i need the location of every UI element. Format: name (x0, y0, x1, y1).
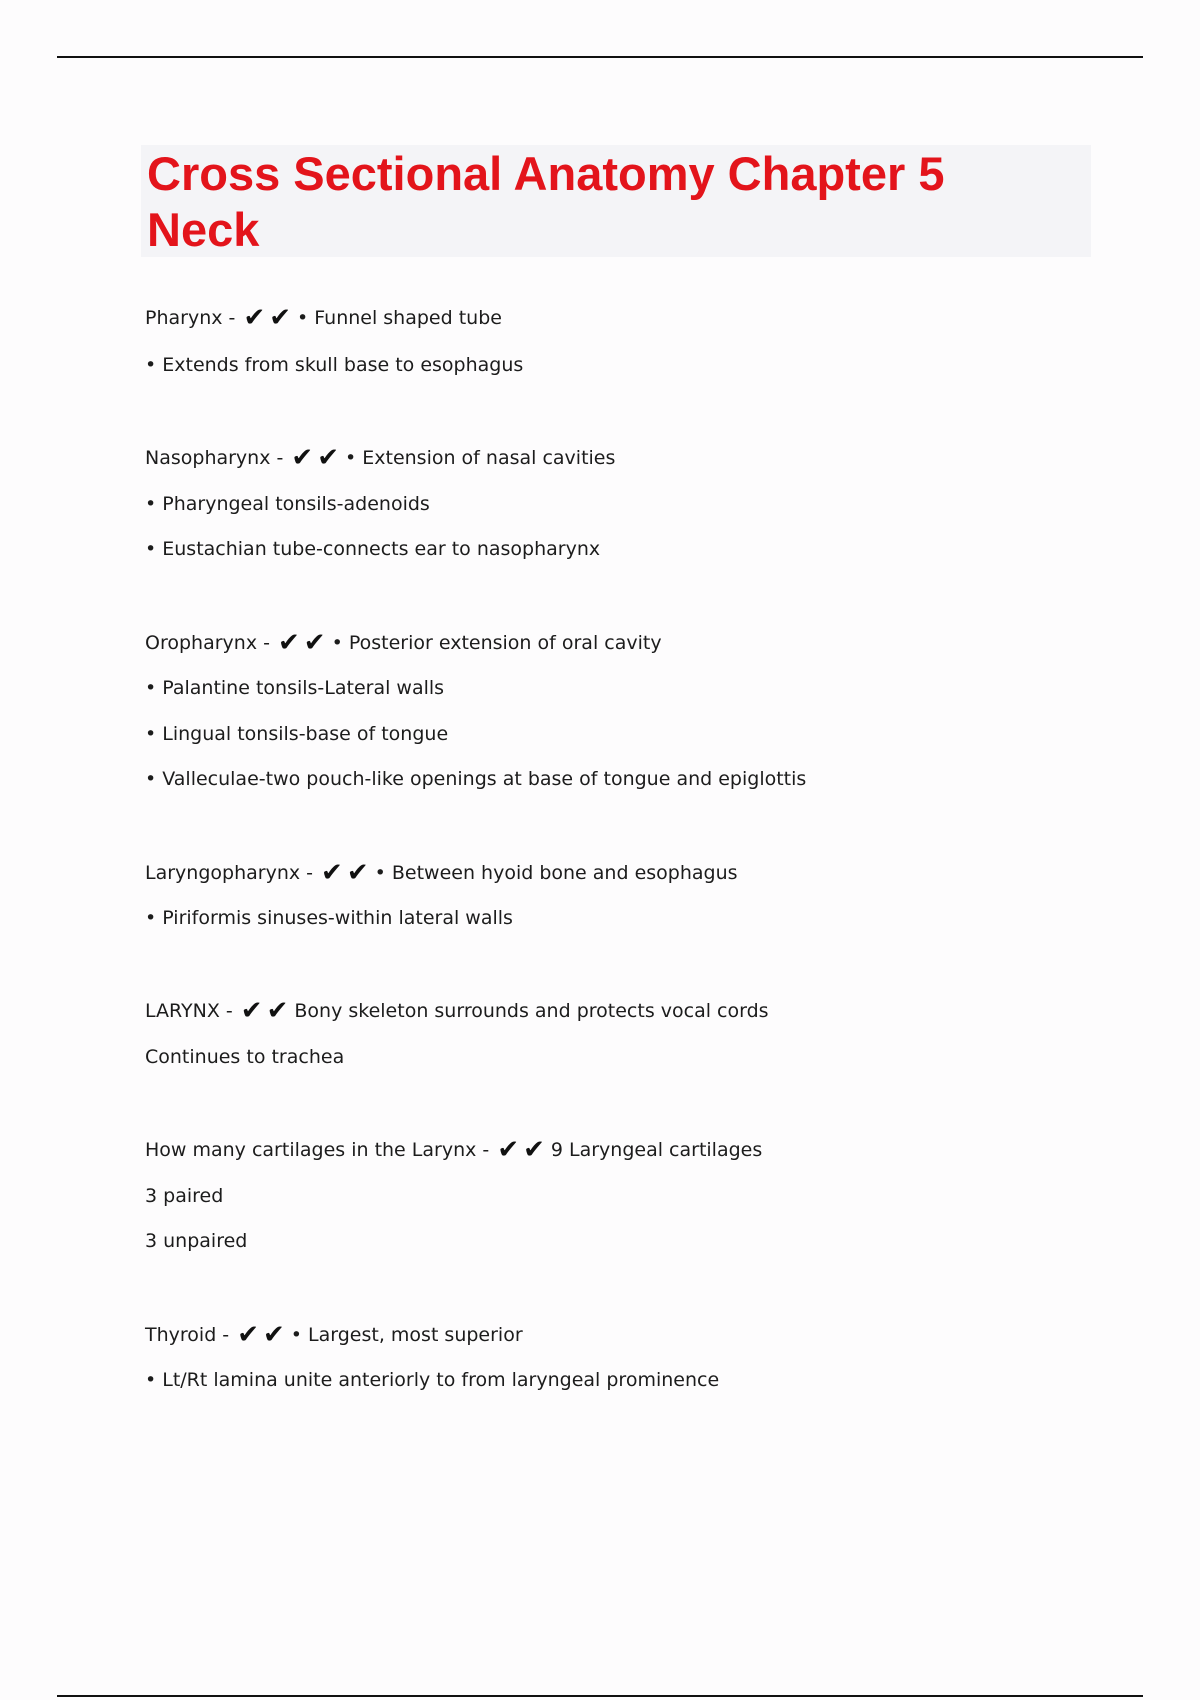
term-label: Pharynx - (145, 307, 236, 329)
bottom-rule (57, 1695, 1143, 1697)
term-definition: • Funnel shaped tube (297, 307, 502, 329)
term-definition: Bony skeleton surrounds and protects vocal cords (294, 1000, 769, 1022)
detail-line: • Piriformis sinuses-within lateral walls (145, 907, 513, 929)
detail-line: • Extends from skull base to esophagus (145, 354, 524, 376)
term-line (145, 858, 738, 888)
detail-line: • Lingual tonsils-base of tongue (145, 723, 449, 745)
check-mark-icon: ✔✔ (237, 1320, 289, 1350)
term-line (145, 628, 662, 658)
term-label: Oropharynx - (145, 632, 270, 654)
term-line (145, 1135, 763, 1165)
term-definition: • Posterior extension of oral cavity (331, 632, 662, 654)
term-line (145, 1320, 523, 1350)
top-rule (57, 56, 1143, 58)
check-mark-icon: ✔✔ (291, 443, 343, 473)
term-line (145, 303, 502, 333)
term-definition: • Between hyoid bone and esophagus (374, 862, 738, 884)
term-label: Nasopharynx - (145, 447, 284, 469)
term-definition: 9 Laryngeal cartilages (550, 1139, 763, 1161)
detail-line: Continues to trachea (145, 1046, 345, 1068)
check-mark-icon: ✔✔ (243, 303, 296, 333)
term-label: LARYNX - (145, 1000, 233, 1022)
check-mark-icon: ✔✔ (278, 628, 330, 658)
term-definition: • Extension of nasal cavities (345, 447, 616, 469)
check-mark-icon: ✔✔ (321, 858, 373, 888)
detail-line: • Lt/Rt lamina unite anteriorly to from laryngeal prominence (145, 1369, 720, 1391)
detail-line: • Pharyngeal tonsils-adenoids (145, 493, 430, 515)
detail-line: • Palantine tonsils-Lateral walls (145, 677, 445, 699)
document-title: Cross Sectional Anatomy Chapter 5 Neck (147, 147, 945, 256)
term-label: How many cartilages in the Larynx - (145, 1139, 490, 1161)
detail-line: • Eustachian tube-connects ear to nasopharynx (145, 538, 601, 560)
term-line (145, 996, 769, 1026)
check-mark-icon: ✔✔ (497, 1135, 549, 1165)
term-line (145, 443, 616, 473)
detail-line: 3 unpaired (145, 1230, 248, 1252)
term-label: Thyroid - (145, 1324, 230, 1346)
detail-line: • Valleculae-two pouch-like openings at base of tongue and epiglottis (145, 768, 807, 790)
term-definition: • Largest, most superior (290, 1324, 523, 1346)
term-label: Laryngopharynx - (145, 862, 313, 884)
detail-line: 3 paired (145, 1185, 224, 1207)
check-mark-icon: ✔✔ (240, 996, 293, 1026)
